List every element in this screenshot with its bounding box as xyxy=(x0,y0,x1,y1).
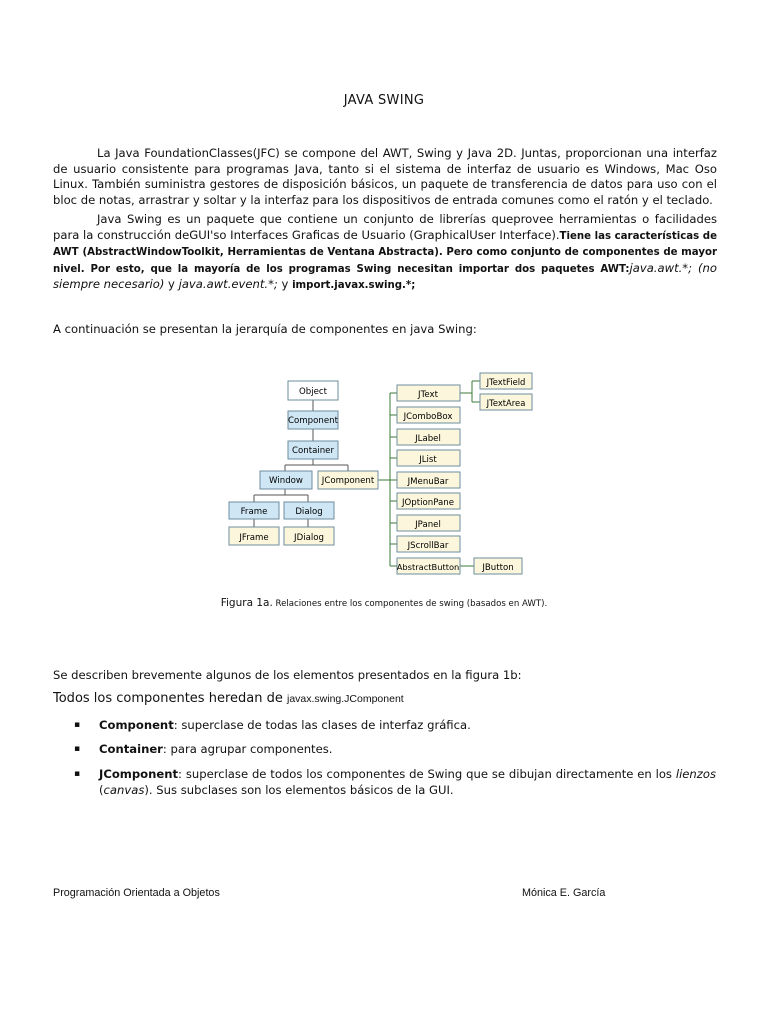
footer-author: Mónica E. García xyxy=(522,887,606,899)
node-jtextarea: JTextArea xyxy=(486,398,526,408)
paragraph-swing: Java Swing es un paquete que contiene un conjunto de librerías queprovee herramientas o facilidades para la construcción deGUI'so Interfaces Graficas de Usuario (GraphicalUser Interface).Tiene las características de AWT (AbstractWindowToolkit, Herramientas de Ventana Abstracta). Pero como conjunto de componentes de mayor nivel. Por esto, que la mayoría de los programas Swing necesitan importar dos paquetes AWT:java.awt.*; (no siempre necesario) y java.awt.event.*; y import.javax.swing.*; xyxy=(53,212,718,291)
bullet-icon: ▪ xyxy=(74,720,81,730)
paragraph-jfc: La Java FoundationClasses(JFC) se compone del AWT, Swing y Java 2D. Juntas, proporcionan una interfaz de usuario consistente para programas Java, tanto si el sistema de interfaz de usuario es Windows, Mac Oso Linux. También suministra gestores de disposición básicos, un paquete de transferencia de datos para uso con el bloc de notas, arrastrar y soltar y la interfaz para los dispositivos de entrada comunes como el ratón y el teclado. xyxy=(53,146,717,207)
node-jcombobox: JComboBox xyxy=(403,412,453,422)
describe-line: Se describen brevemente algunos de los elementos presentados en la figura 1b: xyxy=(53,668,522,682)
node-jlabel: JLabel xyxy=(415,434,441,444)
node-joptionpane: JOptionPane xyxy=(401,498,455,508)
hierarchy-intro: A continuación se presentan la jerarquía de componentes en java Swing: xyxy=(53,322,477,336)
node-jscrollbar: JScrollBar xyxy=(407,541,449,551)
node-dialog: Dialog xyxy=(295,507,323,517)
node-container: Container xyxy=(292,446,334,456)
inherit-line: Todos los componentes heredan de javax.swing.JComponent xyxy=(53,691,404,706)
node-frame: Frame xyxy=(240,507,268,517)
bullet-icon: ▪ xyxy=(74,769,81,779)
node-jframe: JFrame xyxy=(239,533,269,543)
node-object: Object xyxy=(299,387,327,397)
node-jbutton: JButton xyxy=(482,563,514,573)
node-jcomponent: JComponent xyxy=(321,476,375,486)
page-title: JAVA SWING xyxy=(343,93,425,108)
node-window: Window xyxy=(269,476,303,486)
node-jtext: JText xyxy=(418,390,438,400)
node-jdialog: JDialog xyxy=(294,533,324,543)
node-component: Component xyxy=(288,416,338,426)
node-jtextfield: JTextField xyxy=(486,377,526,387)
figure-caption: Figura 1a. Relaciones entre los componentes de swing (basados en AWT). xyxy=(220,597,548,609)
node-abstractbutton: AbstractButton xyxy=(396,562,460,572)
footer-course: Programación Orientada a Objetos xyxy=(53,887,220,899)
node-jpanel: JPanel xyxy=(415,520,441,530)
node-jmenubar: JMenuBar xyxy=(407,477,449,487)
node-jlist: JList xyxy=(419,455,437,465)
bullet-icon: ▪ xyxy=(74,744,81,754)
